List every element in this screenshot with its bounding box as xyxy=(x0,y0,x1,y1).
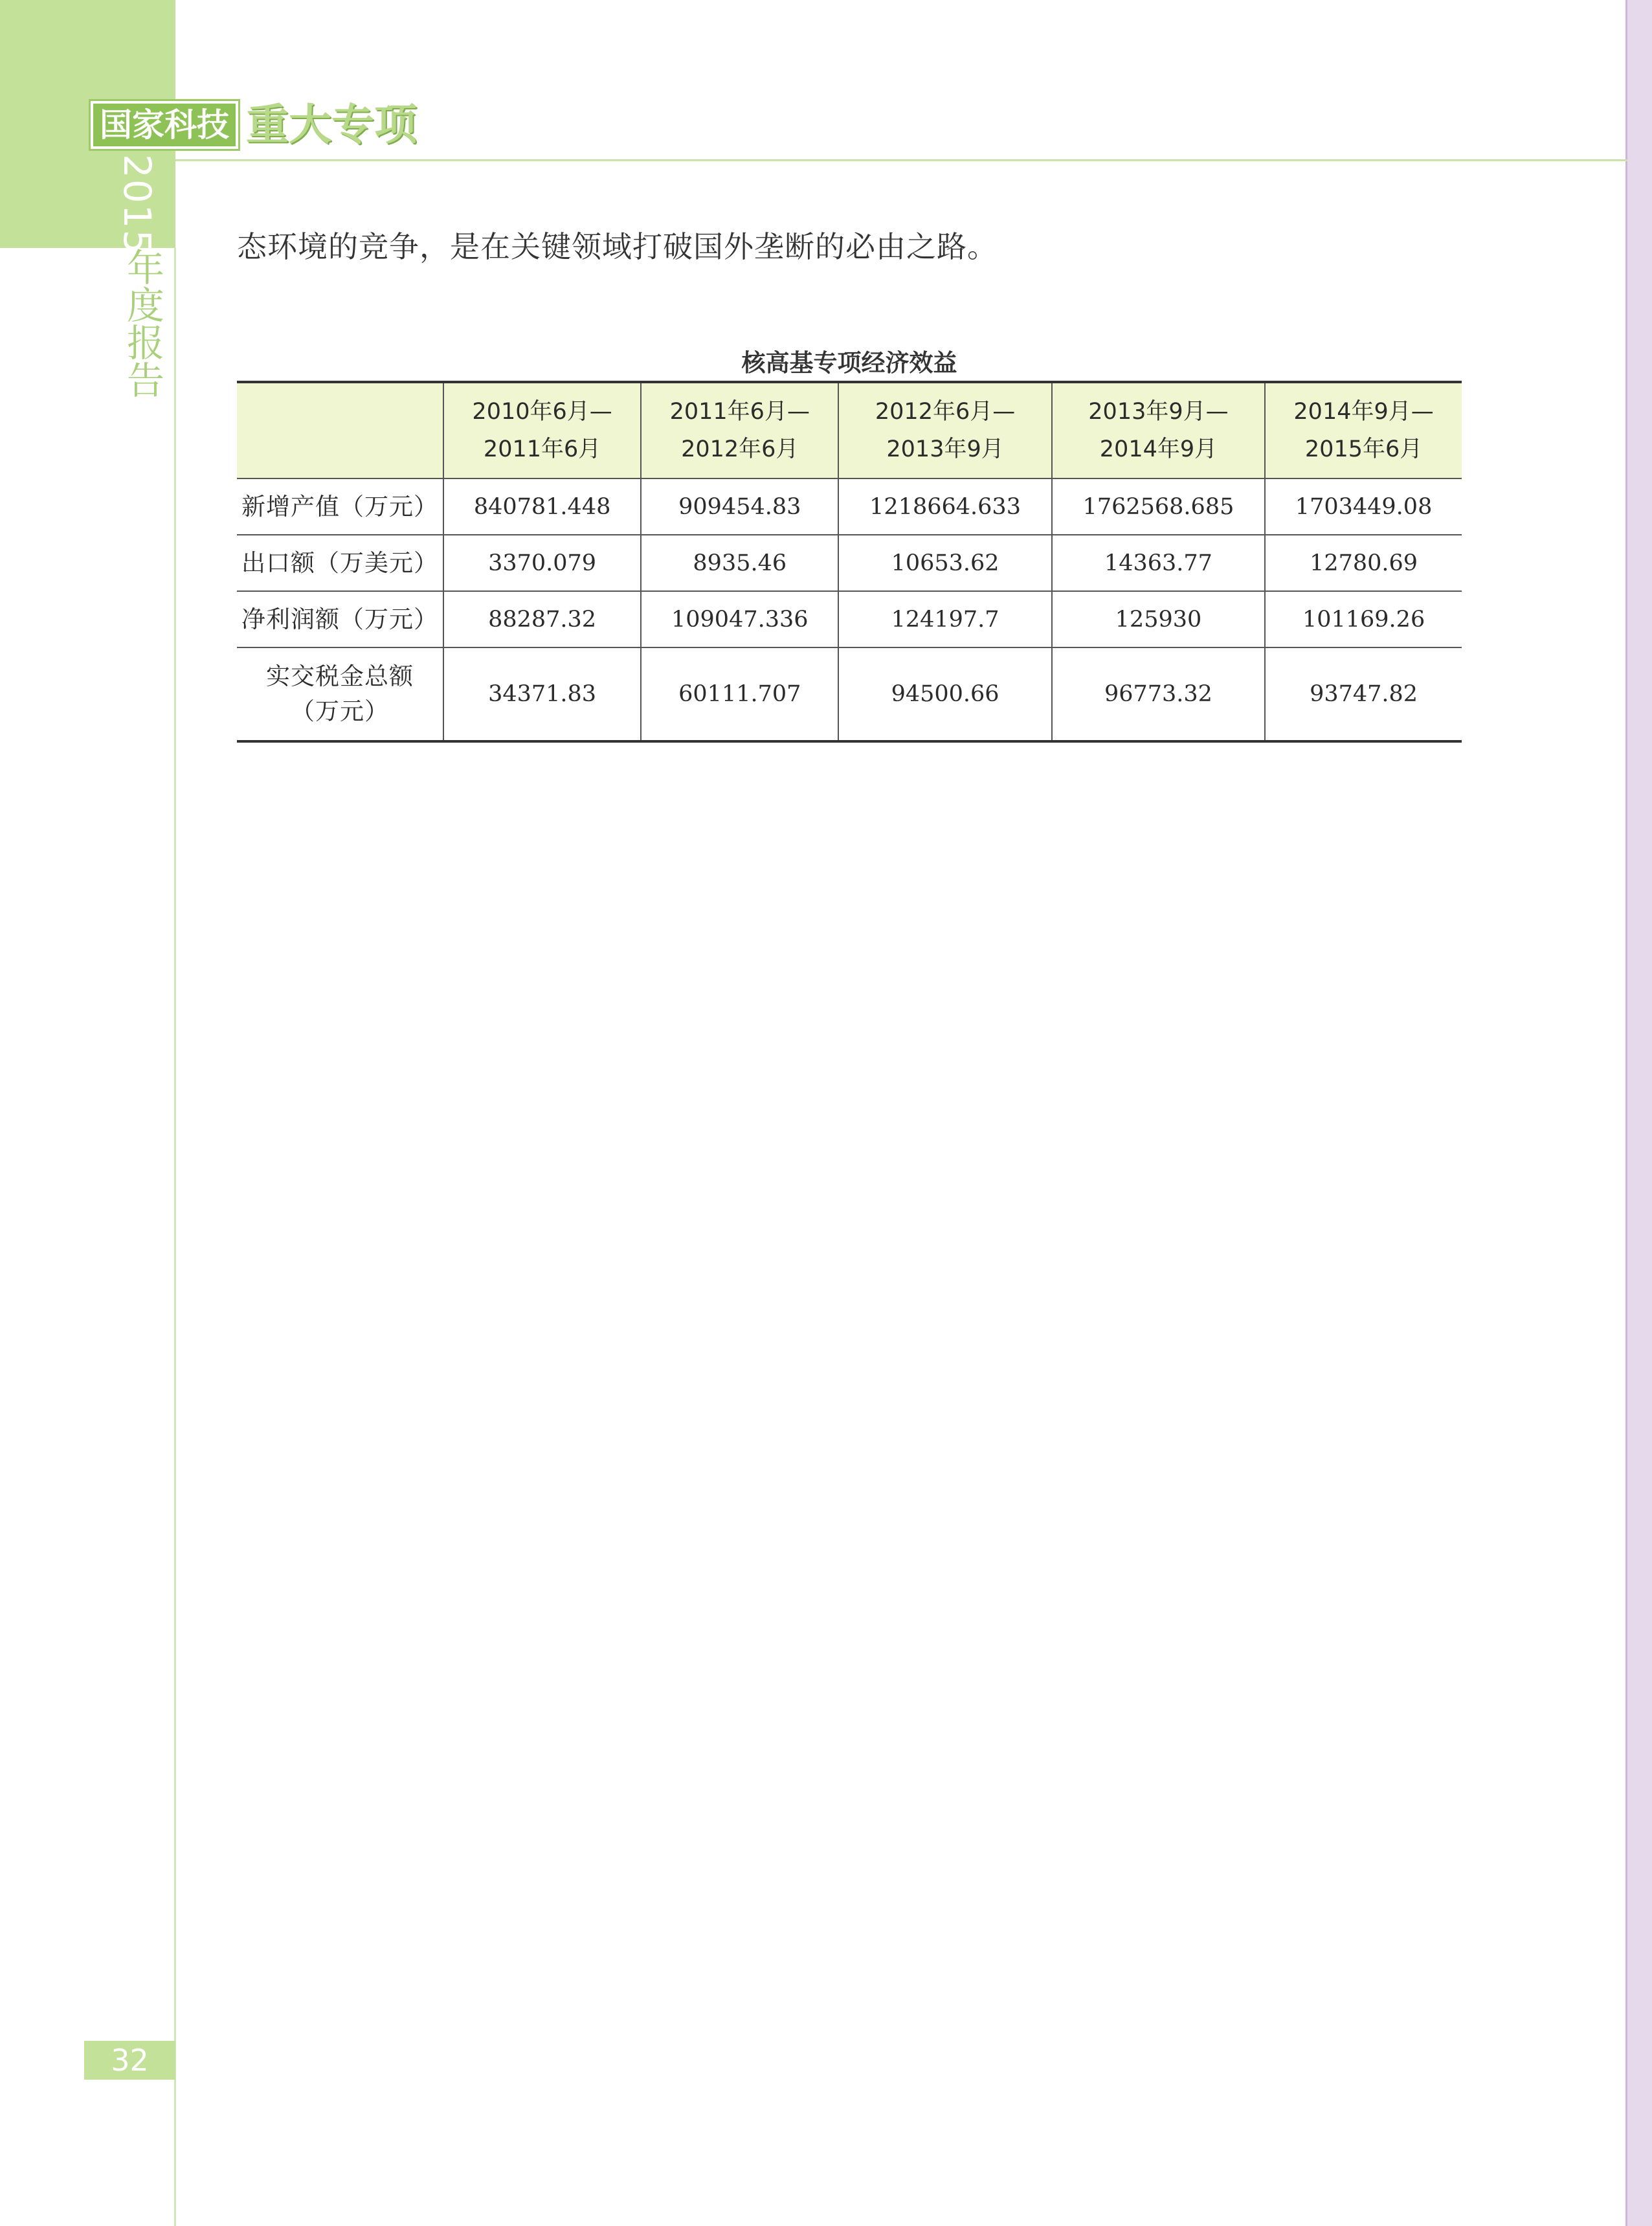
row-label: 新增产值（万元） xyxy=(237,478,443,535)
table-cell: 1703449.08 xyxy=(1265,478,1462,535)
row-label: 实交税金总额 （万元） xyxy=(237,647,443,741)
table-cell: 10653.62 xyxy=(838,535,1051,591)
header-rule xyxy=(175,159,1627,161)
table-header-row xyxy=(237,382,1462,478)
economic-benefits-table xyxy=(237,381,1462,743)
table-cell: 60111.707 xyxy=(641,647,838,741)
table-cell: 125930 xyxy=(1052,591,1265,647)
table-cell: 909454.83 xyxy=(641,478,838,535)
brand-box: 国家科技 xyxy=(91,101,238,149)
year-number: 2015 xyxy=(115,154,159,255)
table-cell: 14363.77 xyxy=(1052,535,1265,591)
column-header: 2013年9月— 2014年9月 xyxy=(1052,382,1265,478)
table-cell: 1218664.633 xyxy=(838,478,1051,535)
table-row xyxy=(237,478,1462,535)
table-row xyxy=(237,647,1462,741)
table-cell: 88287.32 xyxy=(443,591,641,647)
year-label xyxy=(115,154,159,255)
table-cell: 12780.69 xyxy=(1265,535,1462,591)
row-label: 出口额（万美元） xyxy=(237,535,443,591)
report-label: 年度报告 xyxy=(120,248,164,398)
table-cell: 96773.32 xyxy=(1052,647,1265,741)
table-row xyxy=(237,591,1462,647)
table-cell: 109047.336 xyxy=(641,591,838,647)
column-header: 2011年6月— 2012年6月 xyxy=(641,382,838,478)
table-cell: 124197.7 xyxy=(838,591,1051,647)
table-cell: 8935.46 xyxy=(641,535,838,591)
table-cell: 101169.26 xyxy=(1265,591,1462,647)
brand-text: 重大专项 xyxy=(246,99,417,150)
table-row xyxy=(237,535,1462,591)
table-cell: 3370.079 xyxy=(443,535,641,591)
row-label: 净利润额（万元） xyxy=(237,591,443,647)
table-title: 核高基专项经济效益 xyxy=(741,349,957,377)
table-corner-cell xyxy=(237,382,443,478)
right-edge-strip xyxy=(1625,0,1652,2226)
page-number: 32 xyxy=(84,2041,175,2080)
column-header: 2014年9月— 2015年6月 xyxy=(1265,382,1462,478)
table-cell: 93747.82 xyxy=(1265,647,1462,741)
side-margin-line xyxy=(174,248,176,2226)
body-paragraph: 态环境的竞争，是在关键领域打破国外垄断的必由之路。 xyxy=(237,229,998,264)
column-header: 2010年6月— 2011年6月 xyxy=(443,382,641,478)
table-cell: 34371.83 xyxy=(443,647,641,741)
table-cell: 94500.66 xyxy=(838,647,1051,741)
brand-logo xyxy=(91,98,417,149)
table-cell: 1762568.685 xyxy=(1052,478,1265,535)
table-cell: 840781.448 xyxy=(443,478,641,535)
column-header: 2012年6月— 2013年9月 xyxy=(838,382,1051,478)
